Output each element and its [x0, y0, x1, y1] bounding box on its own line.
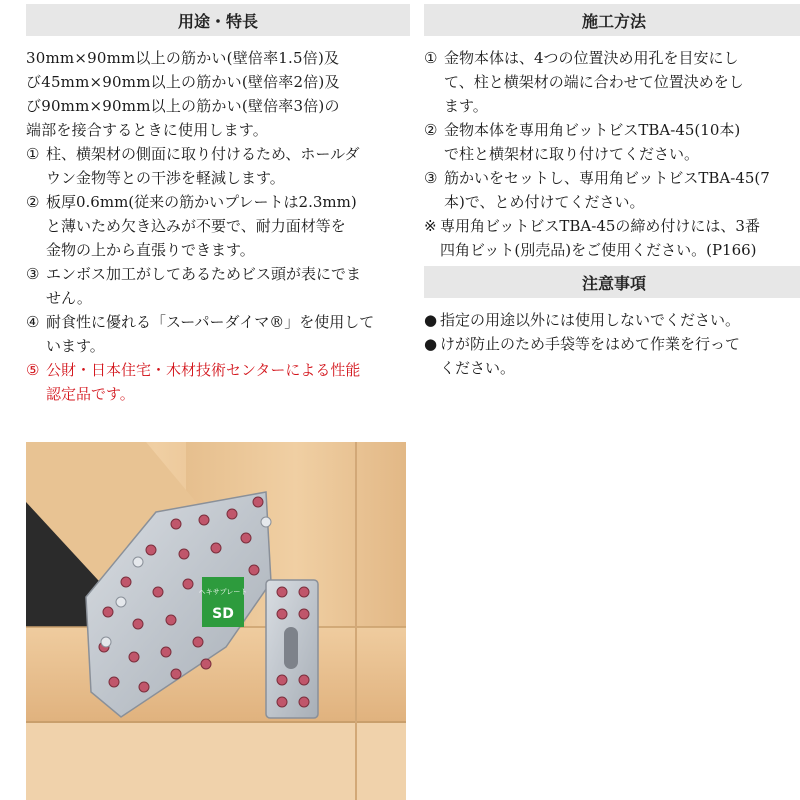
method-item-2 — [424, 118, 800, 166]
feature-item-3 — [26, 262, 410, 310]
screw-head — [299, 675, 309, 685]
item-line: ウン金物等との干渉を軽減します。 — [46, 169, 285, 187]
intro-paragraph — [26, 46, 410, 142]
method-list — [424, 46, 800, 262]
positioning-hole — [116, 597, 126, 607]
item-line: 金物本体は、4つの位置決め用孔を目安にし — [444, 49, 739, 67]
item-line: エンボス加工がしてあるためビス頭が表にでま — [46, 265, 362, 283]
item-number: ② — [26, 193, 40, 211]
item-line: 四角ビット(別売品)をご使用ください。(P166) — [440, 241, 757, 259]
screw-head — [139, 682, 149, 692]
screw-head — [299, 697, 309, 707]
item-number: ② — [424, 121, 438, 139]
plate-sticker-small-text: ヘキサプレート — [198, 588, 248, 596]
screw-head — [129, 652, 139, 662]
bracing-plate-illustration — [26, 442, 406, 800]
item-number: ④ — [26, 313, 40, 331]
screw-head — [299, 609, 309, 619]
item-number: ③ — [26, 265, 40, 283]
screw-head — [227, 509, 237, 519]
screw-head — [241, 533, 251, 543]
screw-head — [183, 579, 193, 589]
screw-head — [109, 677, 119, 687]
item-line: 本)で、とめ付けてください。 — [444, 193, 645, 211]
positioning-hole — [133, 557, 143, 567]
screw-head — [277, 697, 287, 707]
intro-line: 30mm×90mm以上の筋かい(壁倍率1.5倍)及 — [26, 49, 340, 67]
feature-item-4 — [26, 310, 410, 358]
method-note — [424, 214, 800, 262]
construction-column — [424, 0, 800, 380]
item-line: 板厚0.6mm(従来の筋かいプレートは2.3mm) — [46, 193, 357, 211]
item-line: ください。 — [440, 359, 516, 377]
screw-head — [171, 519, 181, 529]
item-line: ます。 — [444, 97, 488, 115]
item-line: で柱と横架材に取り付けてください。 — [444, 145, 700, 163]
item-line: 柱、横架材の側面に取り付けるため、ホールダ — [46, 145, 360, 163]
screw-head — [153, 587, 163, 597]
intro-line: び90mm×90mm以上の筋かい(壁倍率3倍)の — [26, 97, 340, 115]
method-item-1 — [424, 46, 800, 118]
item-line: 金物の上から直張りできます。 — [46, 241, 255, 259]
screw-head — [121, 577, 131, 587]
item-line: います。 — [46, 337, 105, 355]
screw-head — [277, 587, 287, 597]
caution-header: 注意事項 — [424, 266, 800, 298]
item-line: せん。 — [46, 289, 92, 307]
screw-head — [249, 565, 259, 575]
screw-head — [103, 607, 113, 617]
item-line: て、柱と横架材の端に合わせて位置決めをし — [444, 73, 744, 91]
bullet-icon: ● — [424, 335, 438, 353]
item-line: と薄いため欠き込みが不要で、耐力面材等を — [46, 217, 346, 235]
screw-head — [299, 587, 309, 597]
screw-head — [179, 549, 189, 559]
item-line: 専用角ビットビスTBA-45の締め付けには、3番 — [440, 217, 760, 235]
construction-method-header: 施工方法 — [424, 4, 800, 36]
product-photo — [26, 442, 406, 800]
features-list — [26, 142, 410, 406]
feature-item-1 — [26, 142, 410, 190]
item-line: 耐食性に優れる「スーパーダイマ®」を使用して — [46, 313, 375, 331]
screw-head — [199, 515, 209, 525]
intro-line: び45mm×90mm以上の筋かい(壁倍率2倍)及 — [26, 73, 340, 91]
item-line: 指定の用途以外には使用しないでください。 — [440, 311, 741, 329]
caution-item-2 — [424, 332, 800, 380]
feature-item-5-certified — [26, 358, 410, 406]
method-item-3 — [424, 166, 800, 214]
screw-head — [133, 619, 143, 629]
plate-sticker-text: SD — [212, 606, 234, 622]
positioning-hole — [101, 637, 111, 647]
screw-head — [146, 545, 156, 555]
screw-head — [211, 543, 221, 553]
item-number: ① — [424, 49, 438, 67]
item-line: 認定品です。 — [46, 385, 135, 403]
item-number: ⑤ — [26, 361, 40, 379]
screw-head — [166, 615, 176, 625]
usage-features-column — [26, 0, 410, 406]
caution-list — [424, 308, 800, 380]
item-line: けが防止のため手袋等をはめて作業を行って — [440, 335, 741, 353]
slot-hole — [284, 627, 298, 669]
item-line: 金物本体を専用角ビットビスTBA-45(10本) — [444, 121, 741, 139]
screw-head — [277, 675, 287, 685]
screw-head — [201, 659, 211, 669]
usage-features-header: 用途・特長 — [26, 4, 410, 36]
note-mark: ※ — [424, 217, 437, 235]
positioning-hole — [261, 517, 271, 527]
screw-head — [161, 647, 171, 657]
bullet-icon: ● — [424, 311, 438, 329]
intro-line: 端部を接合するときに使用します。 — [26, 121, 269, 139]
item-number: ③ — [424, 169, 438, 187]
item-line: 公財・日本住宅・木材技術センターによる性能 — [46, 361, 361, 379]
item-line: 筋かいをセットし、専用角ビットビスTBA-45(7 — [444, 169, 770, 187]
screw-head — [171, 669, 181, 679]
item-number: ① — [26, 145, 40, 163]
caution-item-1 — [424, 308, 800, 332]
screw-head — [277, 609, 287, 619]
feature-item-2 — [26, 190, 410, 262]
screw-head — [253, 497, 263, 507]
screw-head — [193, 637, 203, 647]
